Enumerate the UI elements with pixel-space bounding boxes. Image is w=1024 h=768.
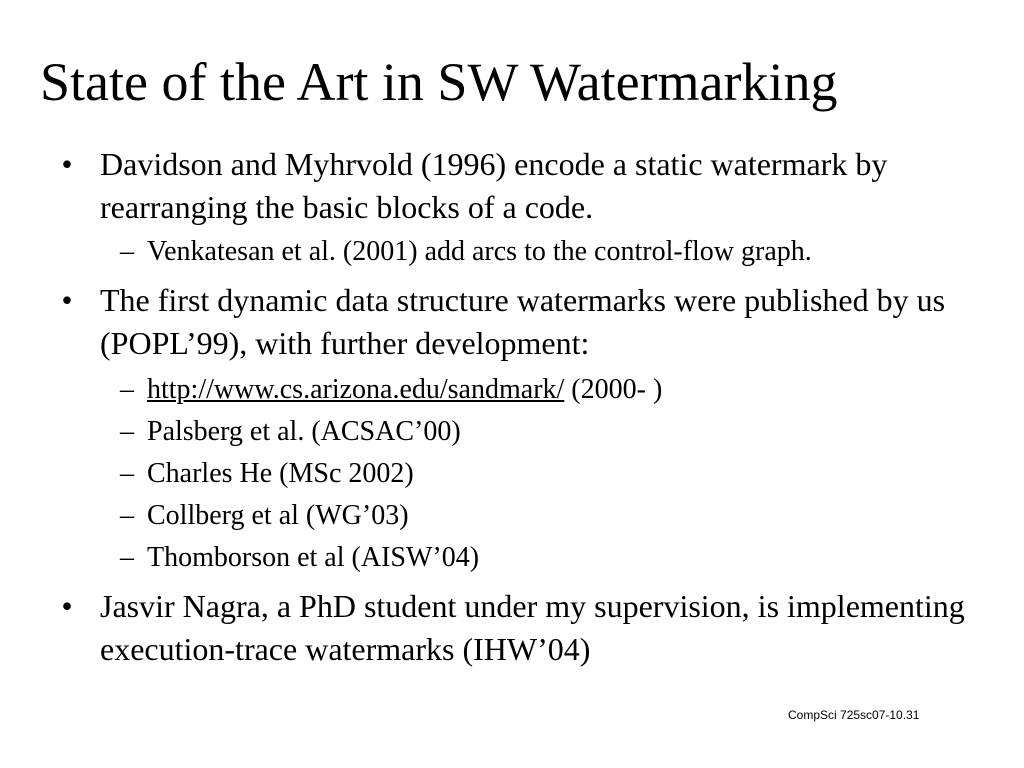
dash-icon: – <box>120 416 134 447</box>
sub-bullet-text: Thomborson et al (AISW’04) <box>147 542 480 573</box>
sub-bullet-text: (2000- ) <box>564 374 663 405</box>
sub-bullet-text: Collberg et al (WG’03) <box>147 500 409 531</box>
slide-title: State of the Art in SW Watermarking <box>40 52 838 112</box>
sub-bullet-text: Palsberg et al. (ACSAC’00) <box>147 416 461 447</box>
dash-icon: – <box>120 236 134 267</box>
dash-icon: – <box>120 458 134 489</box>
dash-icon: – <box>120 500 134 531</box>
bullet-item <box>61 279 980 365</box>
sub-bullet-item <box>120 495 987 537</box>
dash-icon: – <box>120 542 134 573</box>
bullet-text: Davidson and Myhrvold (1996) encode a static watermark by rearranging the basic blocks of a code. <box>100 146 888 225</box>
dash-icon: – <box>120 374 134 405</box>
sub-bullet-item <box>120 369 987 411</box>
slide-footer: CompSci 725sc07-10.31 <box>788 708 920 722</box>
sub-bullet-text: Charles He (MSc 2002) <box>147 458 414 489</box>
bullet-item <box>61 585 980 671</box>
sub-bullet-item <box>120 453 987 495</box>
sub-bullet-item <box>120 537 987 579</box>
bullet-item <box>61 143 980 229</box>
bullet-icon: • <box>61 588 73 624</box>
bullet-text: The first dynamic data structure watermarks were published by us (POPL’99), with further development: <box>100 282 946 361</box>
bullet-icon: • <box>61 146 73 182</box>
sandmark-link[interactable]: http://www.cs.arizona.edu/sandmark/ <box>147 374 565 405</box>
sub-bullet-item <box>120 231 987 273</box>
slide-content <box>0 143 1024 671</box>
bullet-icon: • <box>61 282 73 318</box>
sub-bullet-item <box>120 411 987 453</box>
bullet-text: Jasvir Nagra, a PhD student under my supervision, is implementing execution-trace watermarks (IHW’04) <box>100 588 965 667</box>
sub-bullet-text: Venkatesan et al. (2001) add arcs to the control-flow graph. <box>147 236 812 267</box>
